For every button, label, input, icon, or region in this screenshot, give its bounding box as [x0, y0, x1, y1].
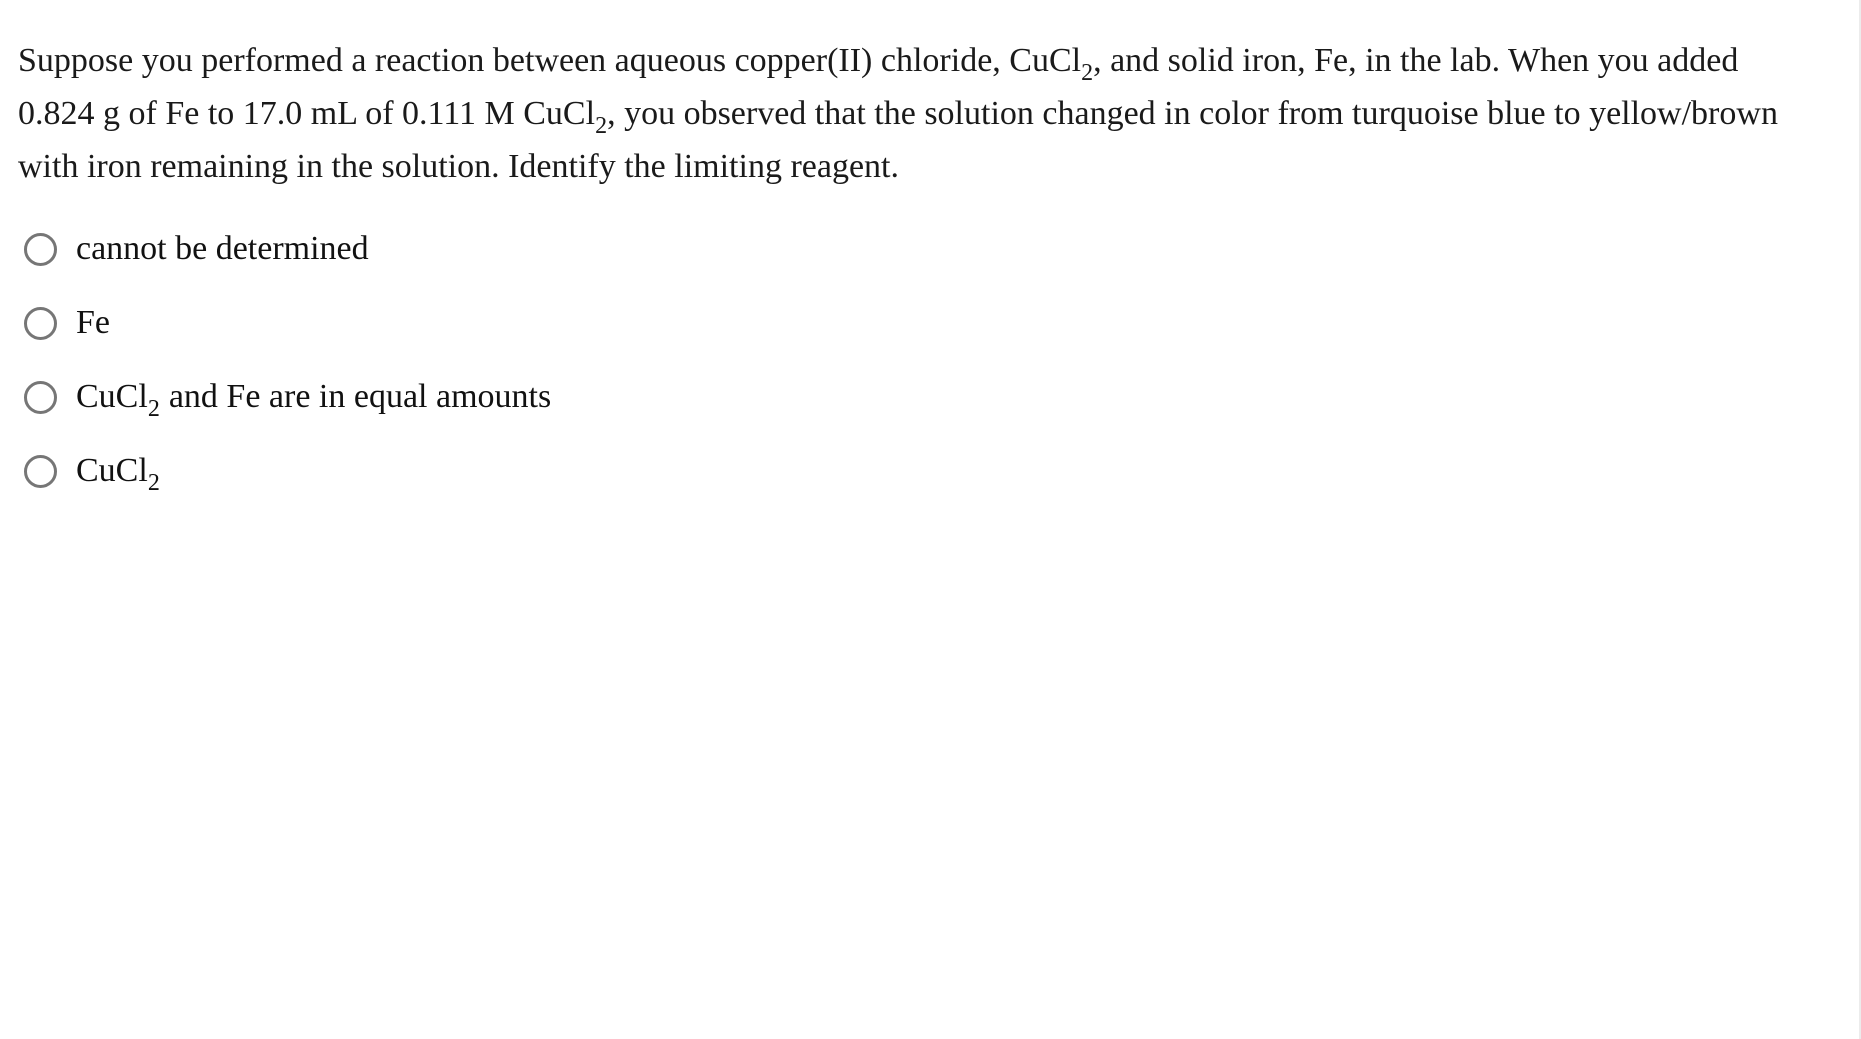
choice-label: cannot be determined [76, 230, 369, 267]
question-subscript-2: 2 [595, 113, 608, 139]
radio-button[interactable] [24, 307, 57, 340]
choice-formula-subscript: 2 [147, 396, 160, 422]
question-part-3: , you observed that the solution changed in color from turquoise blue to yellow/brown with iron remaining in the solution. Identify the limiting reagent. [18, 95, 1778, 185]
question-text [18, 34, 1818, 193]
radio-button[interactable] [24, 233, 57, 266]
radio-button[interactable] [24, 381, 57, 414]
question-subscript-1: 2 [1081, 60, 1094, 86]
choice-label [76, 377, 552, 422]
choice-formula: CuCl [76, 378, 148, 415]
choice-cucl2[interactable] [24, 434, 551, 508]
choice-label [76, 451, 160, 496]
choice-formula-subscript: 2 [147, 470, 160, 496]
choice-rest: and Fe are in equal amounts [168, 378, 552, 415]
choice-cannot-be-determined[interactable] [24, 212, 551, 286]
choice-cucl2-and-fe-equal[interactable] [24, 360, 551, 434]
choice-formula: CuCl [76, 452, 148, 489]
choice-fe[interactable] [24, 286, 551, 360]
choice-label: Fe [76, 304, 110, 341]
radio-button[interactable] [24, 455, 57, 488]
question-part-1: Suppose you performed a reaction between aqueous copper(II) chloride, CuCl [18, 42, 1082, 79]
question-part-2: , and solid iron, Fe, in the lab. When you added 0.824 g of Fe to 17.0 mL of 0.111 M CuCl [18, 42, 1739, 132]
answer-choices [24, 212, 551, 508]
